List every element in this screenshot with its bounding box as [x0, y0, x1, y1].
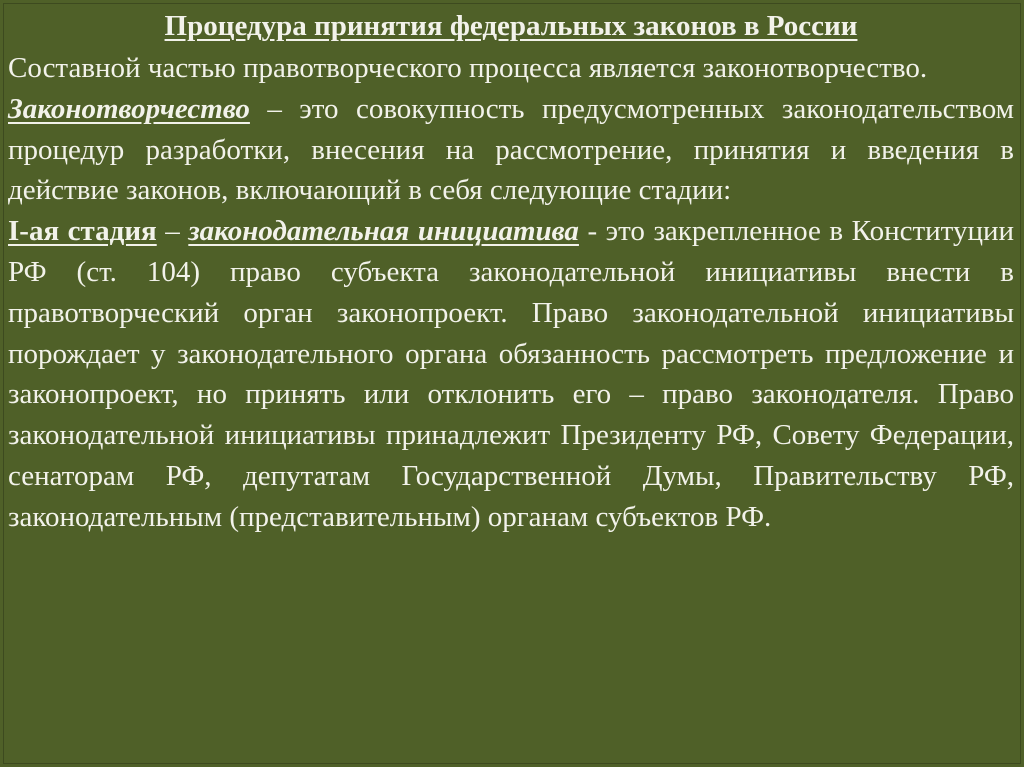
slide-title: Процедура принятия федеральных законов в России — [164, 10, 858, 42]
term-lawmaking: Законотворчество — [8, 92, 250, 125]
stage-dash: – — [156, 215, 189, 248]
stage-text: - это закрепленное в Конституции РФ (ст. 104) право субъекта законодательной инициативы внести в правотворческий орган законопроект. Право законодательной инициативы порождает у законодательного органа обязанность рассмотреть предложение и законопроект, но принять или отклонить его – право законодателя. Право законодательной инициативы принадлежит Президенту РФ, Совету Федерации, сенаторам РФ, депутатам Государственной Думы, Правительству РФ, законодательным (представительным) органам субъектов РФ. — [8, 215, 1014, 533]
paragraph-definition — [8, 89, 1014, 211]
slide-content — [8, 4, 1014, 538]
paragraph-stage-1 — [8, 211, 1014, 537]
term-legislative-initiative: законодательная инициатива — [188, 215, 579, 248]
definition-text: – это совокупность предусмотренных законодательством процедур разработки, внесения на рассмотрение, принятия и введения в действие законов, включающий в себя следующие стадии: — [8, 92, 1014, 207]
stage-label: I-ая стадия — [8, 215, 157, 248]
paragraph-intro: Составной частью правотворческого процесса является законотворчество. — [8, 52, 928, 84]
